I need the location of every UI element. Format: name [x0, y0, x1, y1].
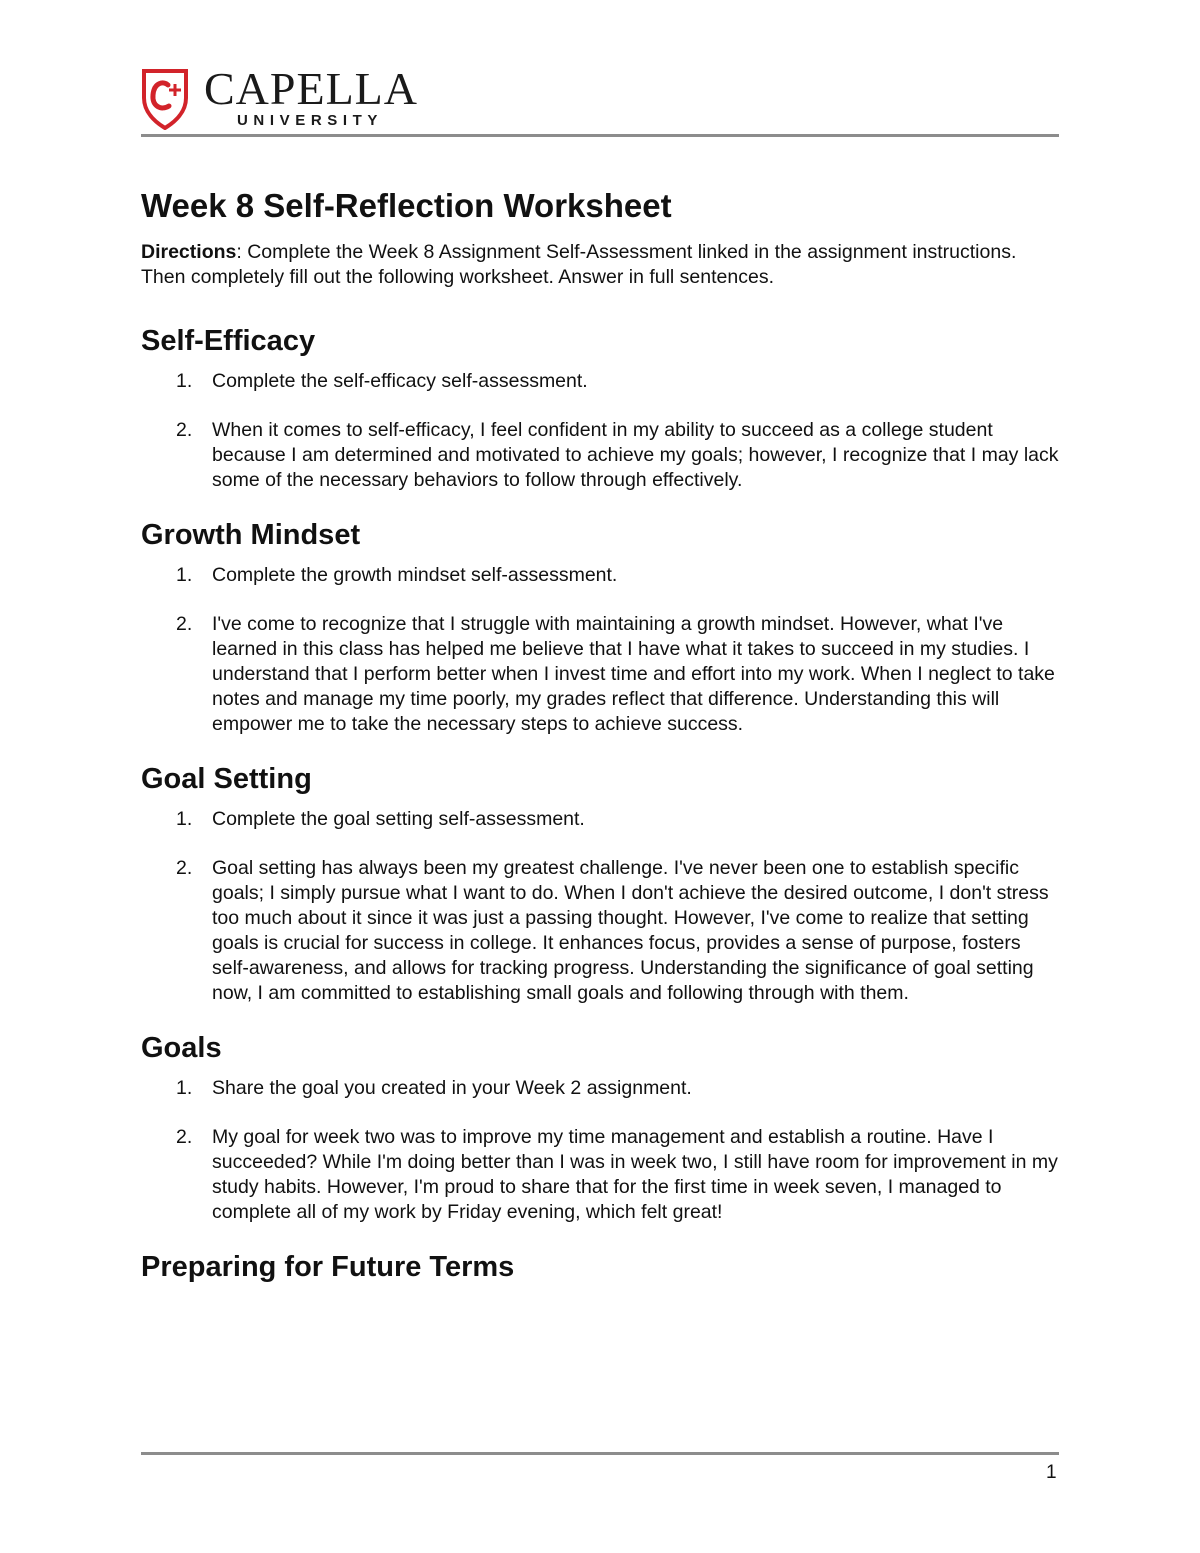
section-heading: Self-Efficacy	[141, 325, 316, 357]
logo-wordmark: CAPELLA	[204, 63, 418, 114]
section-growth-mindset	[141, 517, 1061, 737]
item-text: Complete the growth mindset self-assessment.	[212, 564, 618, 586]
section-goal-setting	[141, 761, 1061, 1006]
list-item	[141, 807, 1061, 832]
capella-logo	[141, 63, 431, 132]
list-item	[141, 418, 1061, 493]
list-item	[141, 563, 1061, 588]
list-item	[141, 612, 1061, 737]
item-number: 1.	[176, 370, 193, 392]
question-list	[141, 807, 1061, 1006]
worksheet-body	[141, 186, 1061, 1295]
item-text: My goal for week two was to improve my time management and establish a routine. Have I succeeded? While I'm doing better than I was in week two, I still have room for improvement in my study habits. However, I'm proud to share that for the first time in week seven, I managed to complete all of my work by Friday evening, which felt great!	[212, 1126, 1058, 1223]
section-self-efficacy	[141, 323, 1061, 493]
page-title: Week 8 Self-Reflection Worksheet	[141, 187, 672, 224]
item-text: Complete the self-efficacy self-assessment.	[212, 370, 588, 392]
section-goals	[141, 1030, 1061, 1225]
item-number: 2.	[176, 613, 193, 635]
list-item	[141, 1125, 1061, 1225]
item-number: 2.	[176, 857, 193, 879]
section-heading: Preparing for Future Terms	[141, 1251, 515, 1283]
item-number: 2.	[176, 1126, 193, 1148]
header-divider	[141, 134, 1059, 137]
directions-label: Directions	[141, 241, 237, 263]
capella-shield-icon	[141, 68, 189, 130]
question-list	[141, 1076, 1061, 1225]
item-text: I've come to recognize that I struggle with maintaining a growth mindset. However, what I've learned in this class has helped me believe that I have what it takes to succeed in my studies. I understand that I perform better when I invest time and effort into my work. When I neglect to take notes and manage my time poorly, my grades reflect that difference. Understanding this will empower me to take the necessary steps to achieve success.	[212, 613, 1055, 735]
item-text: Goal setting has always been my greatest challenge. I've never been one to establish specific goals; I simply pursue what I want to do. When I don't achieve the desired outcome, I don't stress too much about it since it was just a passing thought. However, I've come to realize that setting goals is crucial for success in college. It enhances focus, provides a sense of purpose, fosters self-awareness, and allows for tracking progress. Understanding the significance of goal setting now, I am committed to establishing small goals and following through with them.	[212, 857, 1049, 1004]
question-list	[141, 563, 1061, 737]
directions-paragraph	[141, 240, 1061, 290]
item-number: 2.	[176, 419, 193, 441]
list-item	[141, 856, 1061, 1006]
page-number: 1	[1046, 1462, 1057, 1483]
item-number: 1.	[176, 564, 193, 586]
list-item	[141, 369, 1061, 394]
question-list	[141, 369, 1061, 493]
logo-subtitle: UNIVERSITY	[237, 112, 384, 129]
item-text: Share the goal you created in your Week 2 assignment.	[212, 1077, 692, 1099]
item-number: 1.	[176, 808, 193, 830]
section-heading: Goals	[141, 1032, 222, 1064]
item-text: When it comes to self-efficacy, I feel confident in my ability to succeed as a college student because I am determined and motivated to achieve my goals; however, I recognize that I may lack some of the necessary behaviors to follow through effectively.	[212, 419, 1059, 491]
item-number: 1.	[176, 1077, 193, 1099]
section-preparing-future-terms	[141, 1249, 1061, 1285]
list-item	[141, 1076, 1061, 1101]
section-heading: Goal Setting	[141, 763, 312, 795]
section-heading: Growth Mindset	[141, 519, 361, 551]
directions-text: : Complete the Week 8 Assignment Self-Assessment linked in the assignment instructions. Then completely fill out the following worksheet. Answer in full sentences.	[141, 241, 1017, 288]
footer-divider	[141, 1452, 1059, 1455]
item-text: Complete the goal setting self-assessment.	[212, 808, 585, 830]
